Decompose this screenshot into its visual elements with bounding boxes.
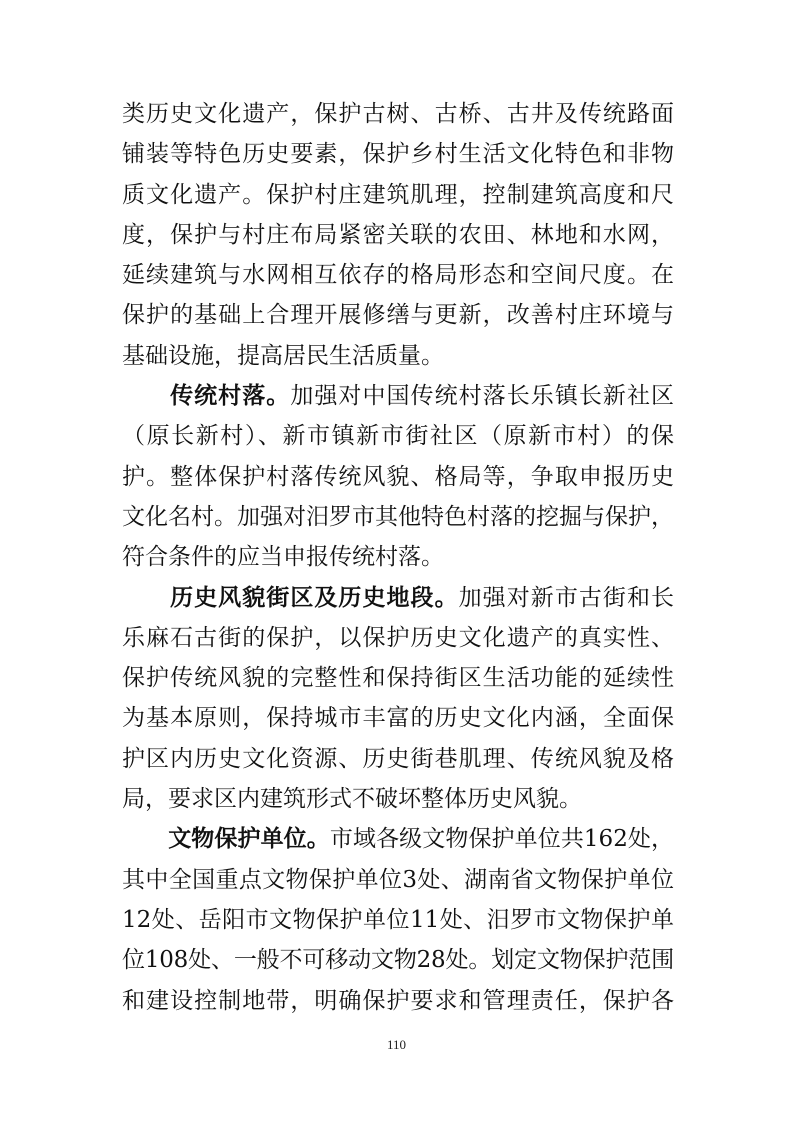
- text-run: 市域各级文物保护单位共162处，: [329, 826, 675, 853]
- text-line: 其中全国重点文物保护单位3处、湖南省文物保护单位: [122, 866, 674, 893]
- text-line: （原长新村）、新市镇新市街社区（原新市村）的保: [122, 423, 674, 450]
- text-line: 12处、岳阳市文物保护单位11处、汨罗市文物保护单: [122, 906, 674, 933]
- paragraph-heading: 传统村落。: [170, 383, 291, 410]
- text-line: 位108处、一般不可移动文物28处。划定文物保护范围: [122, 947, 674, 974]
- paragraph-cultural-relics: [122, 819, 674, 1020]
- text-line: 乐麻石古街的保护，以保护历史文化遗产的真实性、: [122, 624, 674, 651]
- text-line: [122, 819, 674, 859]
- text-line: 度，保护与村庄布局紧密关联的农田、林地和水网，: [122, 221, 674, 248]
- paragraph-traditional-villages: [122, 376, 674, 577]
- text-line: 护。整体保护村落传统风貌、格局等，争取申报历史: [122, 463, 674, 490]
- text-line: 保护传统风貌的完整性和保持街区生活功能的延续性: [122, 665, 674, 692]
- paragraph-heading: 文物保护单位。: [168, 826, 330, 853]
- page-number: 110: [386, 1037, 407, 1052]
- document-body: [122, 94, 674, 1021]
- text-line: 延续建筑与水网相互依存的格局形态和空间尺度。在: [122, 262, 674, 289]
- text-line: 文化名村。加强对汨罗市其他特色村落的挖掘与保护，: [122, 503, 674, 530]
- text-line: 类历史文化遗产，保护古树、古桥、古井及传统路面: [122, 101, 674, 127]
- text-line: [122, 376, 674, 416]
- text-line: 保护的基础上合理开展修缮与更新，改善村庄环境与: [122, 302, 674, 329]
- text-line: 基础设施，提高居民生活质量。: [122, 342, 444, 369]
- text-run: 加强对中国传统村落长乐镇长新社区: [290, 383, 675, 410]
- text-run: 加强对新市古街和长: [458, 584, 675, 611]
- text-line: [122, 578, 674, 618]
- paragraph-historic-districts: [122, 578, 674, 820]
- paragraph-heading: 历史风貌街区及历史地段。: [170, 584, 459, 611]
- text-line: 符合条件的应当申报传统村落。: [122, 544, 444, 571]
- text-line: 局，要求区内建筑形式不破坏整体历史风貌。: [122, 786, 582, 813]
- text-line: 护区内历史文化资源、历史街巷肌理、传统风貌及格: [122, 745, 674, 772]
- text-line: 和建设控制地带，明确保护要求和管理责任，保护各: [122, 987, 674, 1014]
- text-line: 为基本原则，保持城市丰富的历史文化内涵，全面保: [122, 705, 674, 732]
- paragraph-continuation: [122, 94, 674, 376]
- text-line: 铺装等特色历史要素，保护乡村生活文化特色和非物: [122, 141, 674, 168]
- text-line: 质文化遗产。保护村庄建筑肌理，控制建筑高度和尺: [122, 181, 674, 208]
